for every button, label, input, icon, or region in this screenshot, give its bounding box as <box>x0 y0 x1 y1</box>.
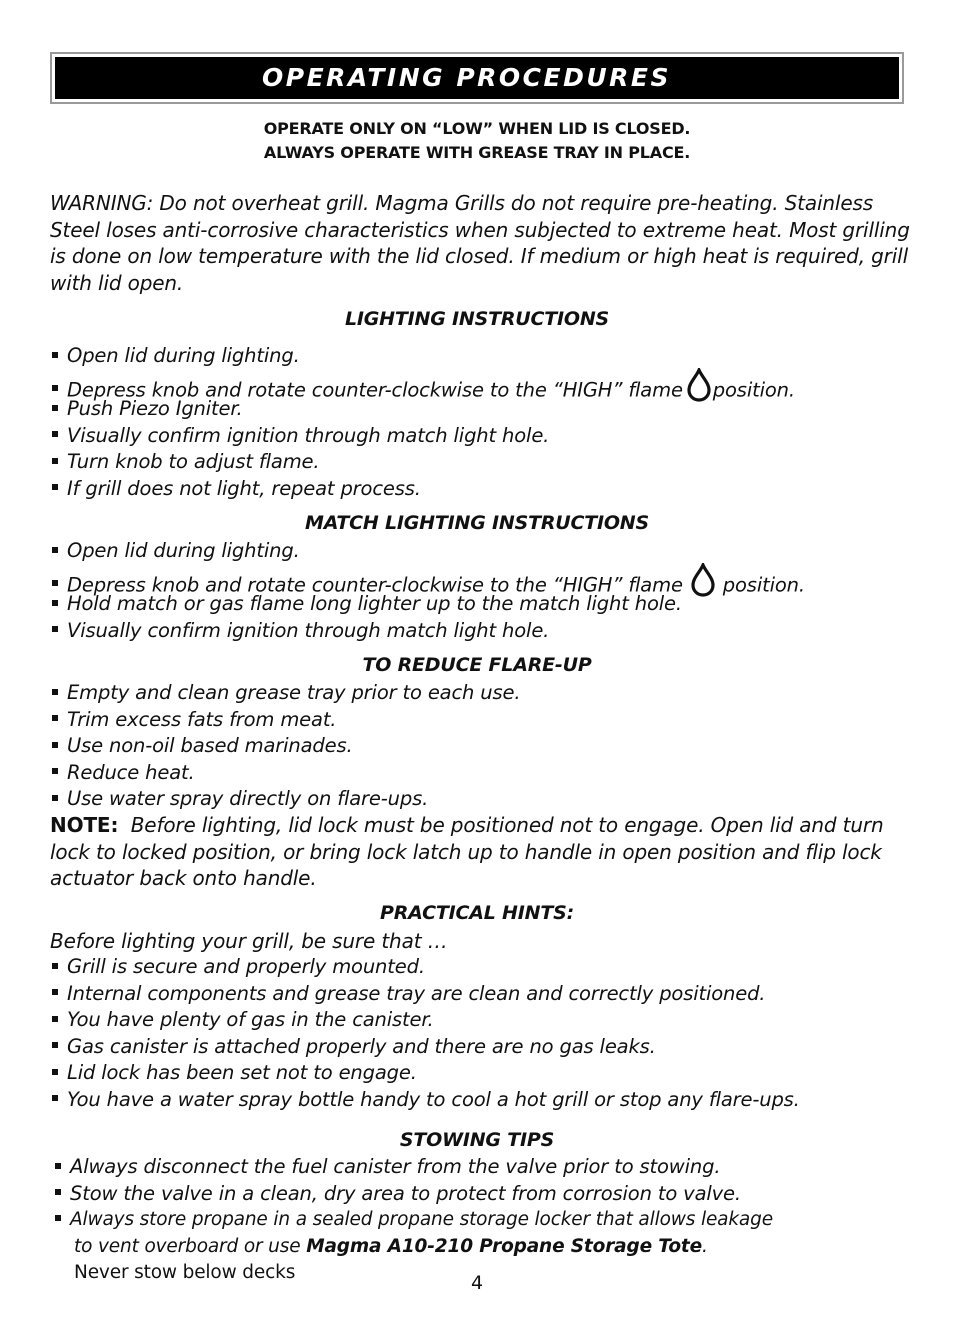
list-item: Use water spray directly on flare-ups. <box>52 786 520 813</box>
list-item: If grill does not light, repeat process. <box>52 476 795 503</box>
flame-icon <box>691 563 715 605</box>
match-lighting-heading: MATCH LIGHTING INSTRUCTIONS <box>304 512 649 534</box>
list-item: You have plenty of gas in the canister. <box>52 1007 800 1034</box>
notice-low-lid: OPERATE ONLY ON “LOW” WHEN LID IS CLOSED. <box>263 119 691 138</box>
lighting-heading: LIGHTING INSTRUCTIONS <box>345 308 609 330</box>
page-number: 4 <box>470 1272 484 1294</box>
bullet-icon <box>52 484 58 490</box>
title-banner <box>50 52 904 104</box>
list-item: Reduce heat. <box>52 760 520 787</box>
bullet-icon <box>52 1069 58 1075</box>
bullet-icon <box>52 689 58 695</box>
list-item: Always disconnect the fuel canister from the valve prior to stowing. <box>55 1154 773 1181</box>
bullet-icon <box>55 1163 61 1169</box>
flare-up-list <box>52 680 520 813</box>
bullet-icon <box>52 352 58 358</box>
list-item: Grill is secure and properly mounted. <box>52 954 800 981</box>
stowing-list <box>55 1154 773 1287</box>
note-label: NOTE: <box>50 813 119 837</box>
note-text: Before lighting, lid lock must be positioned not to engage. Open lid and turn lock to locked position, or bring lock latch up to handle in open position and flip lock actuator back onto handle. <box>50 813 884 890</box>
list-item: Depress knob and rotate counter-clockwise to the “HIGH” flame position. <box>52 565 805 592</box>
bullet-icon <box>52 742 58 748</box>
list-item: Lid lock has been set not to engage. <box>52 1060 800 1087</box>
practical-hints-heading: PRACTICAL HINTS: <box>380 902 574 924</box>
bullet-icon <box>52 989 58 995</box>
list-item: Always store propane in a sealed propane storage locker that allows leakage to vent overboard or use Magma A10-210 Propane Storage Tote. Never stow below decks <box>55 1207 773 1287</box>
bullet-icon <box>52 580 58 586</box>
bullet-icon <box>52 547 58 553</box>
practical-hints-intro: Before lighting your grill, be sure that … <box>50 929 448 953</box>
bullet-icon <box>52 405 58 411</box>
bullet-icon <box>52 431 58 437</box>
practical-hints-list <box>52 954 800 1113</box>
list-item: Open lid during lighting. <box>52 538 805 565</box>
list-item: Stow the valve in a clean, dry area to protect from corrosion to valve. <box>55 1181 773 1208</box>
list-item: Internal components and grease tray are clean and correctly positioned. <box>52 981 800 1008</box>
list-item: Push Piezo Igniter. <box>52 396 795 423</box>
page-title: OPERATING PROCEDURES <box>55 57 899 99</box>
list-item: Visually confirm ignition through match light hole. <box>52 423 795 450</box>
list-item: Turn knob to adjust flame. <box>52 449 795 476</box>
list-item: Empty and clean grease tray prior to each use. <box>52 680 520 707</box>
bullet-icon <box>52 1042 58 1048</box>
bullet-icon <box>52 1095 58 1101</box>
bullet-icon <box>55 1215 61 1221</box>
product-name: Magma A10-210 Propane Storage Tote <box>306 1235 703 1257</box>
stowing-heading: STOWING TIPS <box>399 1129 555 1151</box>
warning-paragraph: WARNING: Do not overheat grill. Magma Grills do not require pre-heating. Stainless Steel loses anti-corrosive characteristics when subjected to extreme heat. Most grilling is done on low temperature with the lid closed. If medium or high heat is required, grill with lid open. <box>50 191 910 295</box>
bullet-icon <box>52 626 58 632</box>
list-item: Open lid during lighting. <box>52 343 795 370</box>
bullet-icon <box>52 1016 58 1022</box>
bullet-icon <box>52 600 58 606</box>
list-item: Gas canister is attached properly and there are no gas leaks. <box>52 1034 800 1061</box>
list-item: Trim excess fats from meat. <box>52 707 520 734</box>
list-item: Hold match or gas flame long lighter up to the match light hole. <box>52 591 805 618</box>
list-item: You have a water spray bottle handy to cool a hot grill or stop any flare-ups. <box>52 1087 800 1114</box>
flame-icon <box>687 368 711 410</box>
bullet-icon <box>52 715 58 721</box>
list-item: Depress knob and rotate counter-clockwise to the “HIGH” flame position. <box>52 370 795 397</box>
lighting-list <box>52 343 795 502</box>
flare-up-heading: TO REDUCE FLARE-UP <box>362 654 592 676</box>
bullet-icon <box>52 963 58 969</box>
list-item: Use non-oil based marinades. <box>52 733 520 760</box>
bullet-icon <box>52 458 58 464</box>
notice-grease-tray: ALWAYS OPERATE WITH GREASE TRAY IN PLACE. <box>263 143 691 162</box>
bullet-icon <box>52 768 58 774</box>
list-item: Visually confirm ignition through match light hole. <box>52 618 805 645</box>
note-paragraph <box>50 812 910 892</box>
match-lighting-list <box>52 538 805 644</box>
bullet-icon <box>52 795 58 801</box>
bullet-icon <box>55 1189 61 1195</box>
bullet-icon <box>52 385 58 391</box>
